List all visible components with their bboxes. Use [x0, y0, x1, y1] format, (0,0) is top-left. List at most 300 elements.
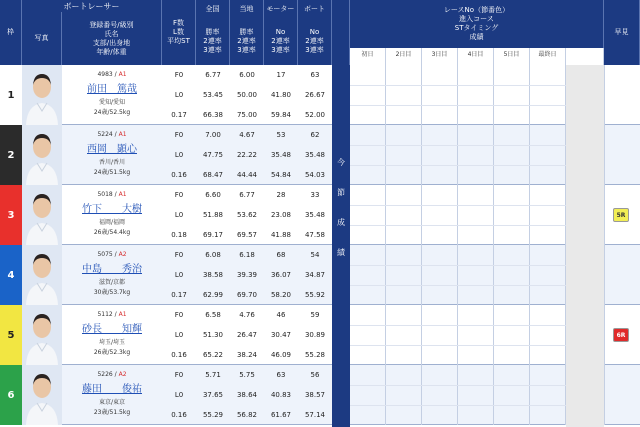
stat-loc	[230, 305, 264, 365]
stat-value: 59	[310, 311, 320, 319]
grid-line	[350, 145, 566, 146]
stat-fl	[162, 245, 196, 305]
stat-boat	[298, 185, 332, 245]
grid-line	[350, 105, 566, 106]
header-boat	[298, 0, 332, 18]
course-label: 進入コース	[459, 15, 494, 23]
stat-value: 38.64	[236, 391, 258, 399]
racer-reg-line: 5224 / A1	[97, 131, 127, 138]
stat-value: 53.62	[236, 211, 258, 219]
header-local	[230, 0, 264, 18]
racer-age-weight: 24歳/52.5kg	[93, 109, 131, 116]
stat-value: 65.22	[202, 351, 224, 359]
stat-boat	[298, 125, 332, 185]
stat-motor	[264, 125, 298, 185]
racer-info	[62, 365, 162, 425]
grid-line	[350, 345, 566, 346]
day-header	[422, 48, 458, 65]
stat-value: 0.16	[171, 351, 187, 359]
stat-value: 61.67	[270, 411, 292, 419]
stat-value: 35.48	[304, 151, 326, 159]
racer-name-link[interactable]: 前田 篤哉	[87, 84, 137, 95]
stat-value: 47.75	[202, 151, 224, 159]
hayami-cell	[604, 185, 640, 245]
stat-nat	[196, 65, 230, 125]
stat-value: 53.45	[202, 91, 224, 99]
racer-row	[0, 125, 640, 185]
motor-header-label: モーター	[266, 4, 295, 13]
stat-value: 56.82	[236, 411, 258, 419]
day-header	[530, 48, 566, 65]
stat-value: 6.58	[205, 311, 221, 319]
reg-header-label: 登録番号/級別	[89, 20, 134, 29]
racer-photo[interactable]	[22, 65, 62, 125]
hayami-cell	[604, 125, 640, 185]
stat-value: 0.16	[171, 171, 187, 179]
stat-value: 6.77	[239, 191, 255, 199]
stat-value: F0	[174, 251, 184, 259]
stat-value: 36.07	[270, 271, 292, 279]
stat-motor	[264, 305, 298, 365]
racer-age-weight: 23歳/51.5kg	[93, 409, 131, 416]
stat-value: F0	[174, 191, 184, 199]
day-result-cell	[458, 125, 494, 185]
stat-value: 4.67	[239, 131, 255, 139]
day-label: 初日	[361, 51, 374, 58]
rate-label: No	[275, 28, 286, 36]
racer-class: A2	[118, 251, 127, 258]
stat-fl	[162, 305, 196, 365]
result-label: 成績	[469, 33, 484, 41]
day-result-cell	[458, 185, 494, 245]
racer-photo[interactable]	[22, 245, 62, 305]
stat-value: 30.47	[270, 331, 292, 339]
stat-motor	[264, 365, 298, 425]
local-header-label: 当地	[239, 4, 254, 13]
stat-value: 26.47	[236, 331, 258, 339]
day-result-cell	[386, 305, 422, 365]
rate-label: 2連率	[203, 37, 222, 45]
stat-value: 23.08	[270, 211, 292, 219]
stat-value: 44.44	[236, 171, 258, 179]
stat-value: L0	[174, 151, 184, 159]
hayami-badge[interactable]: 6R	[613, 328, 629, 342]
grid-line	[350, 285, 566, 286]
photo-header-label: 写真	[34, 34, 49, 42]
stat-loc	[230, 245, 264, 305]
hayami-cell	[604, 65, 640, 125]
stat-value: 34.87	[304, 271, 326, 279]
stat-fl	[162, 365, 196, 425]
racer-row	[0, 65, 640, 125]
stat-value: F0	[174, 131, 184, 139]
header-racer-info	[62, 12, 162, 65]
day-result-cell	[350, 185, 386, 245]
racer-photo[interactable]	[22, 365, 62, 425]
stat-value: 54.03	[304, 171, 326, 179]
stat-value: 6.00	[239, 71, 255, 79]
racer-row	[0, 185, 640, 245]
grid-line	[350, 205, 566, 206]
racer-class: A1	[118, 311, 127, 318]
day-result-cell	[494, 125, 530, 185]
result-grid	[350, 125, 566, 185]
grid-line	[350, 225, 566, 226]
now-label: 今	[337, 158, 345, 167]
day-result-cell	[422, 305, 458, 365]
racer-row	[0, 305, 640, 365]
racer-class: A1	[118, 131, 127, 138]
age-header-label: 年齢/体重	[96, 47, 127, 56]
racer-portrait-icon	[22, 185, 62, 245]
header-lane	[0, 0, 22, 65]
stat-value: 6.18	[239, 251, 255, 259]
stat-fl	[162, 65, 196, 125]
stat-value: 69.70	[236, 291, 258, 299]
day-result-cell	[458, 305, 494, 365]
stat-value: 35.48	[304, 211, 326, 219]
stat-motor	[264, 65, 298, 125]
day-result-cell	[350, 305, 386, 365]
result-grid	[350, 245, 566, 305]
day-result-cell	[530, 245, 566, 305]
stat-value: 46.09	[270, 351, 292, 359]
racer-portrait-icon	[22, 365, 62, 425]
racer-photo[interactable]	[22, 305, 62, 365]
day-result-cell	[350, 245, 386, 305]
header-rate-motor	[264, 18, 298, 65]
grid-line	[350, 265, 566, 266]
stat-value: 26.67	[304, 91, 326, 99]
racer-portrait-icon	[22, 305, 62, 365]
rate-label: 勝率	[239, 28, 254, 36]
day-result-cell	[494, 365, 530, 425]
racer-branch: 福岡/福岡	[98, 219, 126, 226]
registration-number: 5226	[97, 371, 113, 378]
stat-value: 50.00	[236, 91, 258, 99]
registration-number: 5075	[97, 251, 113, 258]
stat-fl	[162, 125, 196, 185]
stat-value: 55.92	[304, 291, 326, 299]
stat-value: 0.16	[171, 411, 187, 419]
stat-value: 38.57	[304, 391, 326, 399]
racer-branch: 埼玉/埼玉	[98, 339, 126, 346]
racer-photo[interactable]	[22, 185, 62, 245]
stat-fl	[162, 185, 196, 245]
lane-header-label: 枠	[7, 28, 14, 36]
registration-number: 5224	[97, 131, 113, 138]
racer-age-weight: 30歳/53.7kg	[93, 289, 131, 296]
stat-value: 66.38	[202, 111, 224, 119]
stat-value: 0.17	[171, 291, 187, 299]
lane-number: 3	[0, 185, 22, 245]
day-result-cell	[350, 365, 386, 425]
stat-value: F0	[174, 371, 184, 379]
day-result-cell	[494, 305, 530, 365]
header-fl	[162, 0, 196, 65]
stat-boat	[298, 365, 332, 425]
stat-nat	[196, 125, 230, 185]
day-label: 5日目	[503, 51, 520, 58]
lane-number: 1	[0, 65, 22, 125]
racer-reg-line: 4983 / A1	[97, 71, 127, 78]
stat-value: L0	[174, 271, 184, 279]
stat-value: 4.76	[239, 311, 255, 319]
racer-name-link[interactable]: 藤田 俊祐	[82, 384, 142, 395]
name-header-label: 氏名	[104, 29, 119, 38]
header-national	[196, 0, 230, 18]
day-result-cell	[530, 65, 566, 125]
rate-label: 3連率	[271, 46, 290, 54]
stat-value: L0	[174, 391, 184, 399]
stat-value: F0	[174, 311, 184, 319]
result-grid	[350, 65, 566, 125]
rate-label: 2連率	[237, 37, 256, 45]
stat-value: L0	[174, 91, 184, 99]
racer-portrait-icon	[22, 125, 62, 185]
racer-reg-line: 5018 / A1	[97, 191, 127, 198]
racer-name-link[interactable]: 竹下 大樹	[82, 204, 142, 215]
stat-value: 37.65	[202, 391, 224, 399]
grid-line	[350, 405, 566, 406]
stat-value: 41.80	[270, 91, 292, 99]
header-photo	[22, 12, 62, 65]
stat-value: 58.20	[270, 291, 292, 299]
stat-value: 69.57	[236, 231, 258, 239]
stat-value: 54.84	[270, 171, 292, 179]
header-motor	[264, 0, 298, 18]
stat-value: 39.39	[236, 271, 258, 279]
racer-row	[0, 245, 640, 305]
racer-branch: 愛知/愛知	[98, 99, 126, 106]
racer-branch: 東京/東京	[98, 399, 126, 406]
stat-value: 56	[310, 371, 320, 379]
hayami-badge[interactable]: 5R	[613, 208, 629, 222]
stat-loc	[230, 125, 264, 185]
stat-value: 75.00	[236, 111, 258, 119]
stat-nat	[196, 185, 230, 245]
racer-reg-line: 5112 / A1	[97, 311, 127, 318]
stat-value: 30.89	[304, 331, 326, 339]
racer-info	[62, 185, 162, 245]
day-result-cell	[422, 245, 458, 305]
stat-value: F0	[174, 71, 184, 79]
day-result-cell	[386, 185, 422, 245]
day-label: 2日目	[395, 51, 412, 58]
result-grid	[350, 305, 566, 365]
stat-boat	[298, 245, 332, 305]
stat-value: 62.99	[202, 291, 224, 299]
stat-value: 55.29	[202, 411, 224, 419]
stat-value: 17	[276, 71, 286, 79]
day-result-cell	[422, 65, 458, 125]
racer-portrait-icon	[22, 245, 62, 305]
stat-value: 54	[310, 251, 320, 259]
racer-age-weight: 26歳/52.3kg	[93, 349, 131, 356]
grey-column	[566, 65, 604, 427]
stat-boat	[298, 65, 332, 125]
racer-name-link[interactable]: 西岡 顕心	[87, 144, 137, 155]
grid-line	[350, 325, 566, 326]
stat-nat	[196, 365, 230, 425]
rate-label: 勝率	[205, 28, 220, 36]
day-result-cell	[530, 365, 566, 425]
stat-value: 46	[276, 311, 286, 319]
header-boat-racer	[22, 0, 162, 12]
stat-value: 62	[310, 131, 320, 139]
lane-number: 4	[0, 245, 22, 305]
racer-photo[interactable]	[22, 125, 62, 185]
racer-age-weight: 26歳/54.4kg	[93, 229, 131, 236]
rate-label: 2連率	[271, 37, 290, 45]
l-header-label: L数	[173, 28, 184, 36]
stat-value: L0	[174, 331, 184, 339]
day-result-cell	[350, 65, 386, 125]
day-result-cell	[350, 125, 386, 185]
header-rate-national	[196, 18, 230, 65]
stat-value: 40.83	[270, 391, 292, 399]
day-result-cell	[386, 245, 422, 305]
now-label: 績	[337, 248, 345, 257]
stat-nat	[196, 245, 230, 305]
lane-number: 2	[0, 125, 22, 185]
day-result-cell	[458, 65, 494, 125]
grid-line	[350, 85, 566, 86]
stat-value: 41.88	[270, 231, 292, 239]
stat-value: 5.75	[239, 371, 255, 379]
result-grid	[350, 365, 566, 425]
day-header-blank	[566, 48, 604, 65]
branch-header-label: 支部/出身地	[92, 38, 131, 47]
racer-portrait-icon	[22, 65, 62, 125]
day-result-cell	[458, 365, 494, 425]
registration-number: 5112	[97, 311, 113, 318]
stat-value: 6.77	[205, 71, 221, 79]
racer-branch: 香川/香川	[98, 159, 126, 166]
racer-reg-line: 5226 / A2	[97, 371, 127, 378]
day-result-cell	[494, 245, 530, 305]
day-header	[386, 48, 422, 65]
racer-class: A2	[118, 371, 127, 378]
racer-info	[62, 305, 162, 365]
current-results-column	[332, 65, 350, 427]
day-result-cell	[458, 245, 494, 305]
stat-value: 55.28	[304, 351, 326, 359]
stat-loc	[230, 365, 264, 425]
registration-number: 5018	[97, 191, 113, 198]
day-result-cell	[422, 365, 458, 425]
day-header	[458, 48, 494, 65]
day-label: 最終日	[538, 51, 557, 58]
racer-class: A1	[118, 71, 127, 78]
stat-value: 52.00	[304, 111, 326, 119]
f-header-label: F数	[172, 19, 185, 27]
stat-value: L0	[174, 211, 184, 219]
racer-branch: 滋賀/京都	[98, 279, 126, 286]
stat-value: 6.08	[205, 251, 221, 259]
st-header-label: 平均ST	[167, 37, 190, 45]
header-rate-local	[230, 18, 264, 65]
day-result-cell	[422, 125, 458, 185]
header-spacer	[332, 0, 350, 65]
racer-name-link[interactable]: 砂長 知輝	[82, 324, 142, 335]
stat-motor	[264, 185, 298, 245]
stat-value: 63	[276, 371, 286, 379]
grid-line	[350, 385, 566, 386]
stat-value: 51.88	[202, 211, 224, 219]
header-rate-boat	[298, 18, 332, 65]
stat-value: 22.22	[236, 151, 258, 159]
lane-number: 6	[0, 365, 22, 425]
day-label: 4日目	[467, 51, 484, 58]
stat-value: 35.48	[270, 151, 292, 159]
national-header-label: 全国	[205, 4, 220, 13]
stat-value: 38.24	[236, 351, 258, 359]
rate-label: 3連率	[237, 46, 256, 54]
hayami-cell	[604, 365, 640, 425]
racer-class: A1	[118, 191, 127, 198]
st-timing-label: STタイミング	[454, 24, 499, 32]
racer-row	[0, 365, 640, 425]
day-result-cell	[530, 185, 566, 245]
day-result-cell	[530, 305, 566, 365]
racer-info	[62, 65, 162, 125]
stat-motor	[264, 245, 298, 305]
result-grid	[350, 185, 566, 245]
hayami-header-label: 早見	[614, 28, 629, 36]
hayami-cell	[604, 245, 640, 305]
stat-value: 0.17	[171, 111, 187, 119]
stat-value: 7.00	[205, 131, 221, 139]
stat-value: 38.58	[202, 271, 224, 279]
rate-label: 3連率	[305, 46, 324, 54]
stat-value: 0.18	[171, 231, 187, 239]
now-label: 成	[337, 218, 345, 227]
racer-age-weight: 24歳/51.5kg	[93, 169, 131, 176]
stat-value: 59.84	[270, 111, 292, 119]
hayami-cell	[604, 305, 640, 365]
stat-boat	[298, 305, 332, 365]
day-result-cell	[494, 185, 530, 245]
stat-value: 68.47	[202, 171, 224, 179]
race-no-label: レースNo（節番色）	[443, 6, 510, 14]
boat-racer-header-label: ボートレーサー	[63, 1, 120, 11]
stat-value: 53	[276, 131, 286, 139]
header-hayami	[604, 0, 640, 65]
day-result-cell	[386, 365, 422, 425]
racer-info	[62, 245, 162, 305]
lane-number: 5	[0, 305, 22, 365]
day-header	[494, 48, 530, 65]
stat-value: 63	[310, 71, 320, 79]
stat-value: 69.17	[202, 231, 224, 239]
stat-value: 51.30	[202, 331, 224, 339]
day-result-cell	[530, 125, 566, 185]
boat-header-label: ボート	[304, 4, 325, 13]
stat-loc	[230, 65, 264, 125]
grid-line	[350, 165, 566, 166]
stat-value: 47.58	[304, 231, 326, 239]
racer-name-link[interactable]: 中島 秀治	[82, 264, 142, 275]
day-result-cell	[386, 125, 422, 185]
header-race-no	[350, 0, 604, 48]
racer-info	[62, 125, 162, 185]
stat-value: 5.71	[205, 371, 221, 379]
stat-value: 6.60	[205, 191, 221, 199]
registration-number: 4983	[97, 71, 113, 78]
day-result-cell	[422, 185, 458, 245]
day-label: 3日目	[431, 51, 448, 58]
